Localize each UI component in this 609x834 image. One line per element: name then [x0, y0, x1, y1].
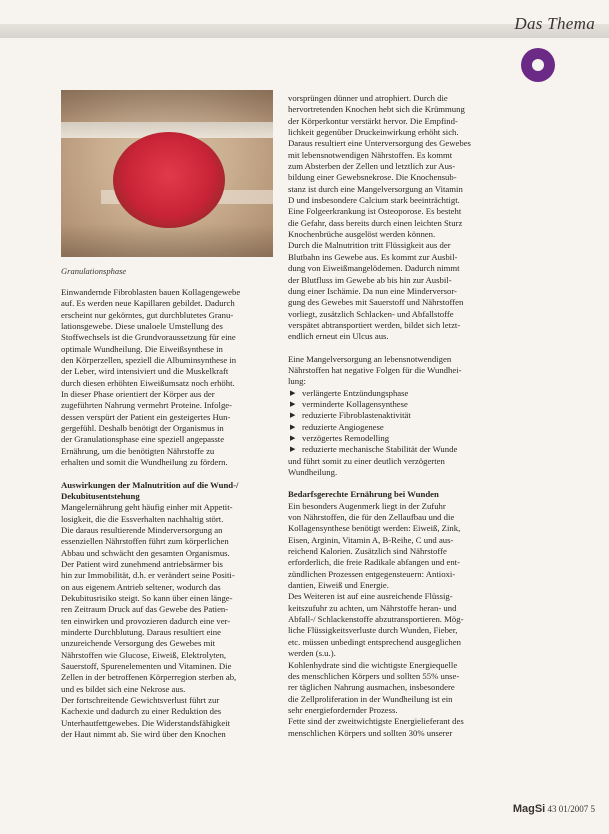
text-line: D und insbesondere Calcium stark beeinträchtigt.: [288, 195, 460, 206]
text-line: keitszufuhr zu achten, um Nährstoffe heran- und: [288, 602, 457, 613]
footer-brand: MagSi: [512, 803, 546, 815]
text-line: Abfall-/ Schlackenstoffe abzutransportieren. Mög-: [288, 614, 464, 625]
text-line: erforderlich, die freie Radikale abfangen und ent-: [288, 557, 460, 568]
text-line: Einwandernde Fibroblasten bauen Kollagengewebe: [61, 287, 241, 297]
text-line: Kachexie und dadurch zu einer Reduktion des: [61, 706, 222, 717]
text-line: zum Absterben der Zellen und letztlich zur Aus-: [288, 161, 456, 172]
text-line: Blutbahn ins Gewebe aus. Es kommt zur Ausbil-: [288, 251, 458, 262]
text-line: die Zellproliferation in der Wundheilung ist ein: [288, 693, 453, 704]
text-line: reichend Kalorien. Zusätzlich sind Nährstoffe: [288, 546, 447, 557]
text-line: Abbau und schwächt den gesamten Organismus.: [61, 547, 230, 558]
magazine-logo-icon: [521, 48, 555, 82]
text-line: Ein besonders Augenmerk liegt in der Zufuhr: [288, 500, 446, 511]
text-line: der Leber, wird intensiviert und die Muskelkraft: [61, 366, 229, 377]
text-line: Des Weiteren ist auf eine ausreichende Flüssig-: [288, 591, 453, 602]
text-line: vorliegt, zusätzlich Schlacken- und Abfallstoffe: [288, 308, 454, 319]
text-line: erscheint nur gekörntes, gut durchblutetes Granu-: [61, 309, 234, 320]
text-line: der Blutfluss im Gewebe ab bis hin zur Ausbil-: [288, 274, 452, 285]
text-line: Sauerstoff, Spurenelementen und Vitaminen. Die: [61, 661, 232, 671]
page-footer: [513, 803, 595, 815]
text-line: stanz ist durch eine Mangelversorgung an Vitamin: [288, 183, 463, 194]
text-line: endlich erneut ein Ulcus aus.: [288, 331, 389, 342]
text-line: etc. müssen unbedingt entsprechend ausgeglichen: [288, 636, 461, 647]
text-line: auf. Es werden neue Kapillaren gebildet. Dadurch: [61, 298, 235, 309]
text-line: vorsprüngen dünner und atrophiert. Durch die: [288, 93, 448, 103]
section-title: Das Thema: [514, 14, 595, 33]
text-line: und führt somit zu einer deutlich verzögerten: [288, 455, 445, 466]
text-line: Eine Mangelversorgung an lebensnotwendigen: [288, 353, 452, 364]
text-line: ren Zeitraum Druck auf das Gewebe des Patien-: [61, 604, 229, 615]
text-line: rer täglichen Nahrung ausmachen, insbesondere: [288, 682, 455, 693]
right-para-2: [288, 354, 510, 388]
text-line: Die daraus resultierende Minderversorgung an: [61, 524, 223, 535]
list-item: ▶ reduzierte mechanische Stabilität der Wunde: [288, 444, 510, 455]
text-line: menschlichen Körpers und sollten 30% unserer: [288, 727, 453, 738]
footer-page-number: 5: [590, 804, 595, 814]
text-line: unzureichende Versorgung des Gewebes mit: [61, 638, 216, 649]
text-line: losigkeit, die die Essverhalten nachhaltig stört.: [61, 513, 224, 524]
text-line: gergefühl. Deshalb benötigt der Organismus in: [61, 423, 224, 434]
text-line: hervortretenden Knochen hebt sich die Krümmung: [288, 104, 465, 115]
text-line: hin zur Immobilität, d.h. er verändert seine Positi-: [61, 570, 235, 581]
list-item: ▶ verlängerte Entzündungsphase: [288, 388, 510, 399]
text-line: Nährstoffen wie Glucose, Eiweiß, Elektrolyten,: [61, 649, 227, 660]
text-line: dung einer Ischämie. Da nun eine Minderversor-: [288, 285, 457, 296]
text-line: Unterhautfettgewebes. Die Widerstandsfähigkeit: [61, 717, 231, 728]
text-line: werden (s.u.).: [288, 648, 336, 659]
text-line: Nährstoffen hat negative Folgen für die Wundhei-: [288, 364, 462, 375]
text-line: Wundheilung.: [288, 467, 338, 477]
text-line: Knochenbrüche ausgelöst werden können.: [288, 229, 436, 240]
text-line: und es bildet sich eine Nekrose aus.: [61, 683, 186, 694]
text-line: Kollagensynthese benötigt werden: Eiweiß, Zink,: [288, 523, 461, 534]
list-item: ▶ reduzierte Angiogenese: [288, 422, 510, 433]
text-line: essenziellen Nährstoffen führt zum körperlichen: [61, 536, 229, 547]
right-subheading: [288, 489, 510, 500]
left-para-1: [61, 287, 281, 469]
text-line: der Haut nimmt ab. Sie wird über den Knochen: [61, 729, 226, 740]
footer-issue: 43 01/2007: [547, 804, 589, 814]
text-line: bildung einer Gewebsnekrose. Die Knochensub-: [288, 172, 457, 183]
text-line: lationsgewebe. Diese unaloele Umstellung des: [61, 321, 223, 332]
text-line: dung von Eiweißmangelödemen. Dadurch nimmt: [288, 263, 460, 274]
text-line: der Körperkontur verstärkt hervor. Die Empfind-: [288, 115, 458, 126]
text-line: Eine Folgeerkrankung ist Osteoporose. Es besteht: [288, 206, 462, 217]
wound-photo: [61, 90, 273, 257]
text-line: lung:: [288, 376, 306, 387]
text-line: Eisen, Arginin, Vitamin A, B-Reihe, C und aus-: [288, 534, 454, 545]
text-line: on aus eigenem Antrieb seltener, wodurch das: [61, 581, 221, 592]
text-line: minderte Durchblutung. Daraus resultiert eine: [61, 626, 221, 637]
text-line: erhalten und somit die Wundheilung zu fördern.: [61, 457, 228, 468]
text-line: zündlichen Prozessen entgegensteuern: Antioxi-: [288, 568, 456, 579]
text-line: den Körperzellen, speziell die Albuminsynthese in: [61, 355, 237, 366]
text-line: Kohlenhydrate sind die wichtigste Energiequelle: [288, 659, 458, 670]
text-line: durch diesen erhöhten Eiweißumsatz noch erhöht.: [61, 377, 235, 388]
list-item: ▶ reduzierte Fibroblastenaktivität: [288, 410, 510, 421]
left-para-2: [61, 502, 281, 740]
text-line: In dieser Phase orientiert der Körper aus der: [61, 389, 215, 400]
right-para-3: [288, 456, 510, 479]
text-line: sehr energiefordernder Prozess.: [288, 704, 398, 715]
right-para-1: [288, 93, 510, 343]
effects-list: [288, 388, 510, 456]
text-line: optimale Wundheilung. Die Eiweißsynthese in: [61, 343, 223, 354]
list-item: ▶ verzögertes Remodelling: [288, 433, 510, 444]
text-line: Dekubitusentstehung: [61, 490, 140, 501]
left-subheading: [61, 480, 281, 503]
text-line: Der Patient wird zunehmend antriebsärmer bis: [61, 558, 223, 569]
text-line: Daraus resultiert eine Unterversorgung des Gewebes: [288, 138, 471, 149]
text-line: Durch die Malnutrition tritt Flüssigkeit aus der: [288, 240, 451, 251]
right-column: [288, 93, 510, 739]
text-line: Fette sind der zweitwichtigste Energielieferant des: [288, 716, 464, 727]
text-line: Auswirkungen der Malnutrition auf die Wund-/: [61, 479, 239, 490]
text-line: Mangelernährung geht häufig einher mit Appetit-: [61, 502, 233, 513]
text-line: Dekubitusrisiko steigt. So kann über einen länge-: [61, 592, 233, 603]
text-line: mit lebensnotwendigen Nährstoffen. Es kommt: [288, 149, 453, 160]
text-line: verspätet abtransportiert werden, bildet sich letzt-: [288, 319, 461, 330]
list-item: ▶ verminderte Kollagensynthese: [288, 399, 510, 410]
text-line: dantien, Eiweiß und Energie.: [288, 580, 389, 591]
figure-caption: Granulationsphase: [61, 266, 127, 276]
right-para-4: [288, 501, 510, 739]
text-line: liche Flüssigkeitsverluste durch Wunden, Fieber,: [288, 625, 458, 636]
text-line: von Nährstoffen, die für den Zellaufbau und die: [288, 512, 455, 523]
text-line: Bedarfsgerechte Ernährung bei Wunden: [288, 489, 439, 500]
text-line: lichkeit gegenüber Druckeinwirkung erhöht sich.: [288, 127, 459, 138]
text-line: Stoffwechsels ist die Grundvoraussetzung für eine: [61, 332, 236, 343]
text-line: gung des Gewebes mit Sauerstoff und Nährstoffen: [288, 297, 464, 308]
text-line: Zellen in der betroffenen Körperregion sterben ab,: [61, 672, 237, 683]
left-column: [61, 287, 281, 740]
text-line: dessen verspürt der Patient ein gesteigertes Hun-: [61, 411, 231, 422]
text-line: der Granulationsphase eine speziell angepasste: [61, 434, 225, 445]
text-line: zugeführten Nahrung vermehrt Proteine. Infolge-: [61, 400, 233, 411]
text-line: des menschlichen Körpers und sollten 55% unse-: [288, 670, 460, 681]
text-line: Der fortschreitende Gewichtsverlust führt zur: [61, 695, 220, 706]
text-line: ten einwirken und provozieren dadurch eine ver-: [61, 615, 231, 626]
text-line: die Gefahr, dass bereits durch einen leichten Sturz: [288, 217, 463, 228]
text-line: Ernährung, um die benötigten Nährstoffe zu: [61, 445, 215, 456]
